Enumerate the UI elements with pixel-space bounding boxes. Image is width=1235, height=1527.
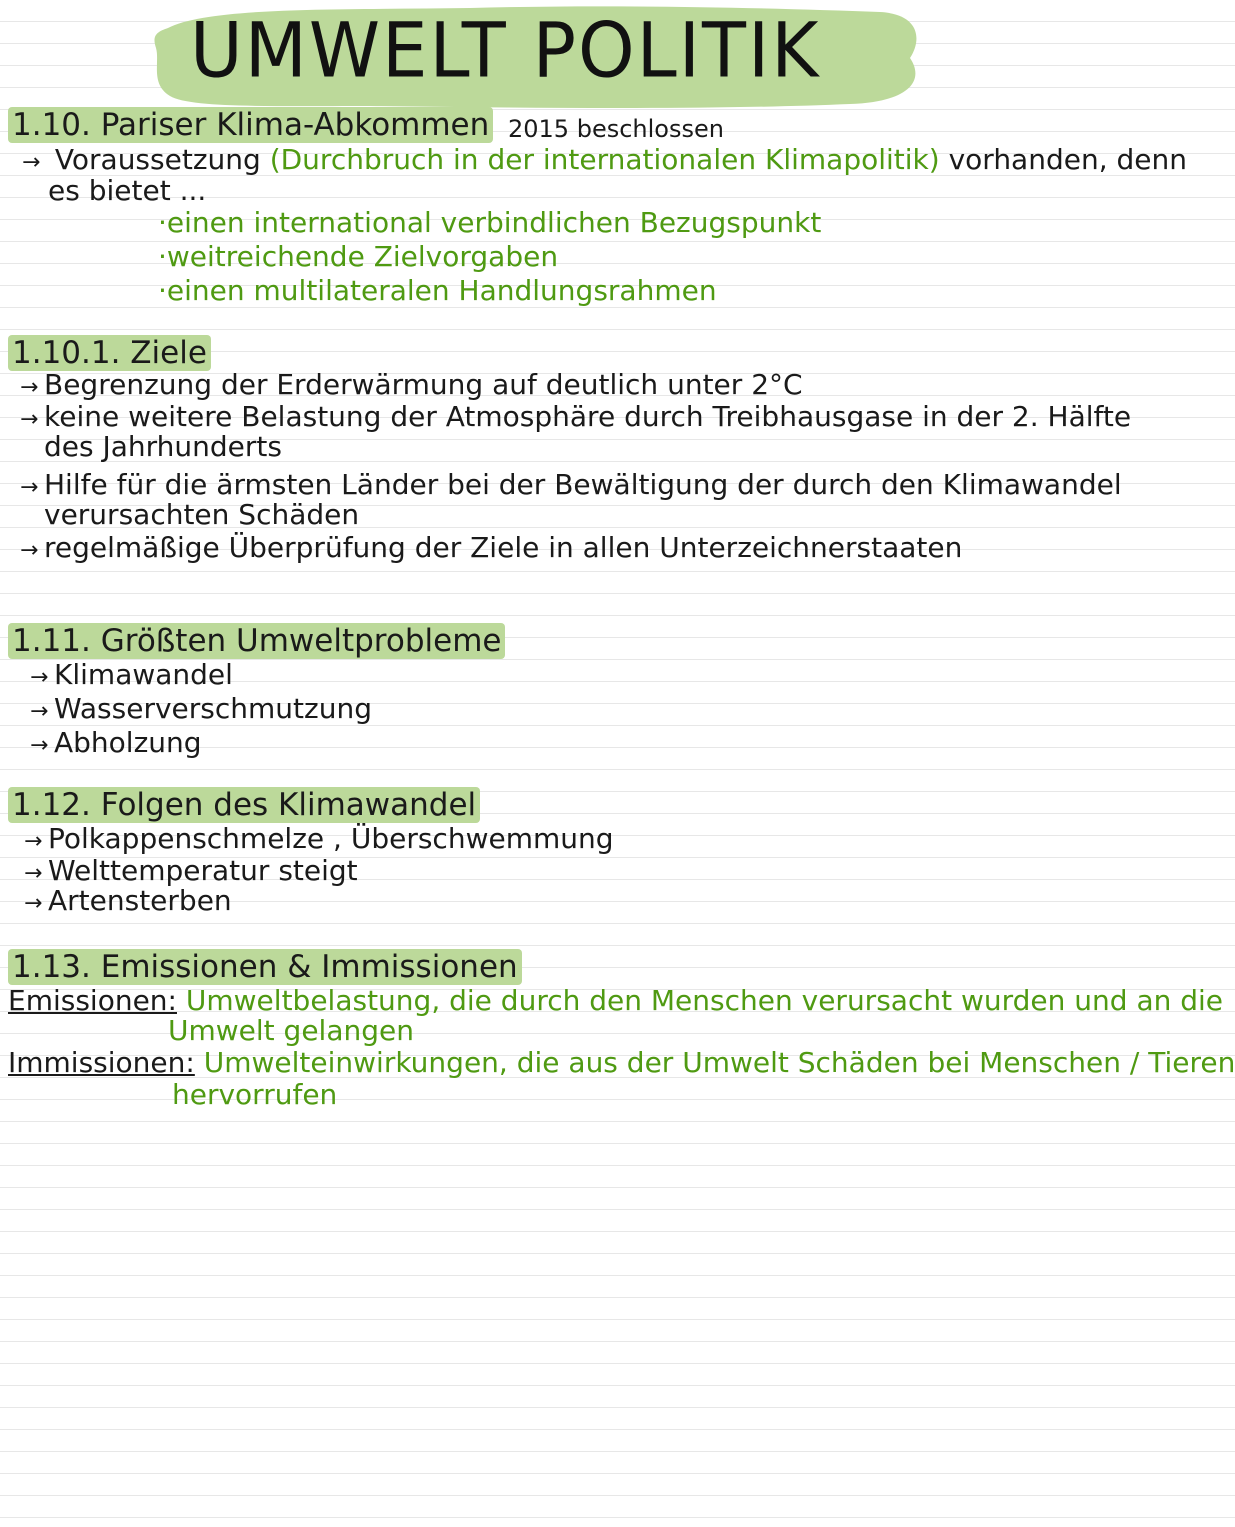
list-item-text: regelmäßige Überprüfung der Ziele in allen Unterzeichnerstaaten (44, 531, 963, 564)
arrow-icon: → (30, 733, 49, 758)
list-item (30, 694, 372, 727)
heading-text: 1.10. Pariser Klima-Abkommen (8, 107, 493, 143)
line-green-text: (Durchbruch in der internationalen Klimapolitik) (269, 143, 940, 176)
section-heading-1-10-1 (8, 335, 211, 371)
arrow-icon: → (20, 407, 39, 432)
arrow-icon: → (24, 829, 43, 854)
arrow-icon: → (20, 375, 39, 400)
arrow-icon: → (24, 861, 43, 886)
list-item-text: Artensterben (48, 884, 232, 917)
list-item (20, 370, 803, 403)
heading-text: 1.13. Emissionen & Immissionen (8, 949, 522, 985)
list-item-text: Wasserverschmutzung (54, 692, 372, 725)
section-heading-1-13 (8, 949, 522, 985)
list-item-text: Polkappenschmelze , Überschwemmung (48, 822, 614, 855)
list-item (24, 824, 614, 857)
definition-term: Emissionen: (8, 984, 177, 1017)
definition-continuation: Umwelt gelangen (168, 1014, 414, 1047)
definition-continuation: hervorrufen (172, 1078, 338, 1111)
arrow-icon: → (30, 699, 49, 724)
line-rest-text: vorhanden, denn (948, 143, 1188, 176)
section-heading-1-11 (8, 623, 505, 659)
heading-text: 1.12. Folgen des Klimawandel (8, 787, 480, 823)
page-title-block (150, 0, 930, 115)
definition-term: Immissionen: (8, 1046, 195, 1079)
bullet-item: ·einen multilateralen Handlungsrahmen (158, 274, 717, 307)
arrow-icon: → (20, 538, 39, 563)
section-heading-1-10 (8, 107, 493, 143)
list-item-continuation: verursachten Schäden (44, 498, 360, 531)
list-item-text: Begrenzung der Erderwärmung auf deutlich unter 2°C (44, 368, 803, 401)
definition-text: Umweltbelastung, die durch den Menschen verursacht wurden und an die (185, 984, 1224, 1017)
arrow-icon: → (30, 665, 49, 690)
arrow-icon: → (20, 475, 39, 500)
list-item-continuation: des Jahrhunderts (44, 430, 282, 463)
list-item-text: Abholzung (54, 726, 202, 759)
list-item (20, 533, 962, 566)
bullet-item: ·weitreichende Zielvorgaben (158, 240, 559, 273)
section-heading-1-12 (8, 787, 480, 823)
definition-text: Umwelteinwirkungen, die aus der Umwelt Schäden bei Menschen / Tieren (203, 1046, 1235, 1079)
line-bietet: es bietet ... (48, 174, 207, 207)
list-item-text: Hilfe für die ärmsten Länder bei der Bewältigung der durch den Klimawandel (44, 468, 1122, 501)
list-item-text: keine weitere Belastung der Atmosphäre durch Treibhausgase in der 2. Hälfte (44, 400, 1132, 433)
list-item-text: Welttemperatur steigt (48, 854, 358, 887)
heading-text: 1.11. Größten Umweltprobleme (8, 623, 505, 659)
line-text: Voraussetzung (54, 143, 261, 176)
list-item (24, 886, 232, 919)
list-item (30, 660, 233, 693)
definition-immissionen (8, 1048, 1235, 1078)
definition-emissionen (8, 986, 1223, 1016)
heading-text: 1.10.1. Ziele (8, 335, 211, 371)
section-note: 2015 beschlossen (508, 115, 724, 143)
bullet-item: ·einen international verbindlichen Bezugspunkt (158, 206, 822, 239)
page-title: UMWELT POLITIK (190, 5, 821, 95)
arrow-icon: → (22, 150, 41, 175)
arrow-icon: → (24, 891, 43, 916)
list-item-text: Klimawandel (54, 658, 233, 691)
list-item (30, 728, 202, 761)
